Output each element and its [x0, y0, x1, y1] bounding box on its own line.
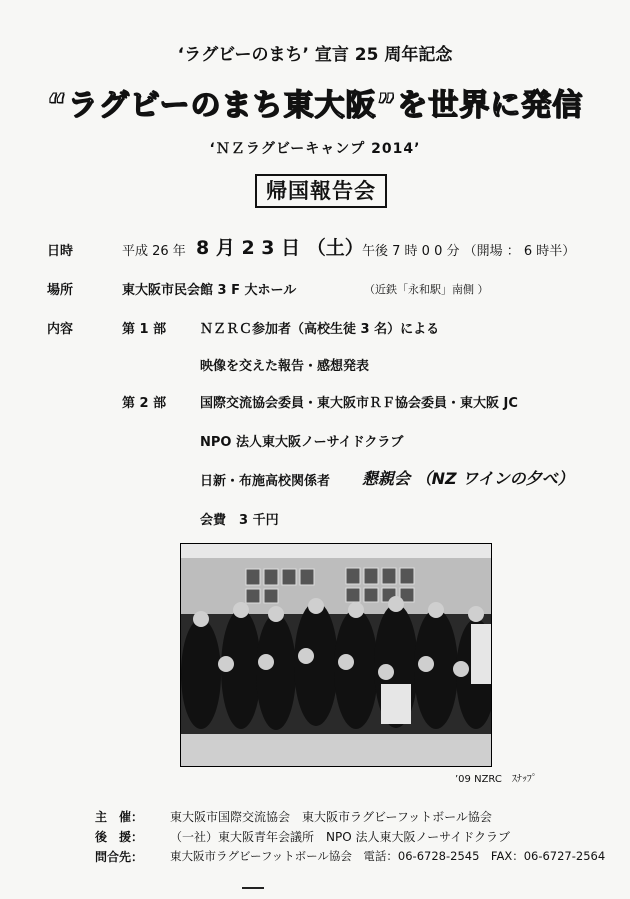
group-photo — [180, 543, 492, 767]
support-label: 後 援： — [95, 830, 144, 844]
place-note: （近鉄「永和駅」南側 ） — [364, 283, 489, 296]
contact-label: 問合先： — [95, 850, 144, 864]
date-time: 午後 7 時 0 0 分 （開場 ： 6 時半） — [362, 244, 576, 259]
part2-label: 第 2 部 — [122, 396, 167, 411]
part2-line2: NPO 法人東大阪ノーサイドクラブ — [200, 435, 404, 450]
place: 東大阪市民会館 3 F 大ホール — [122, 283, 297, 298]
contact: 東大阪市ラグビーフットボール協会 電話：06-6728-2545 FAX：06-6727-2564 — [170, 849, 606, 863]
main-title: “ラグビーのまち東大阪”を世界に発信 — [46, 88, 584, 123]
host: 東大阪市国際交流協会 東大阪市ラグビーフットボール協会 — [170, 810, 492, 824]
photo-caption: ’09 NZRC ｽﾅｯﾌﾟ — [455, 774, 537, 785]
fee: 会費 3 千円 — [200, 513, 279, 528]
part2-line1: 国際交流協会委員・東大阪市ＲＦ協会委員・東大阪 JC — [200, 396, 518, 411]
part1-line1: ＮＺＲＣ参加者（高校生徒 3 名）による — [200, 322, 440, 337]
date-label: 日時 — [47, 244, 74, 259]
part1-line2: 映像を交えた報告・感想発表 — [200, 359, 370, 374]
part1-label: 第 1 部 — [122, 322, 167, 337]
date-main: 8 月 2 3 日 （土） — [196, 237, 364, 259]
report-meeting-title: 帰国報告会 — [255, 174, 387, 208]
group-photo-image — [181, 544, 491, 766]
host-label: 主 催： — [95, 810, 144, 824]
party-title: 懇親会 （NZ ワインの夕べ） — [362, 469, 574, 488]
divider — [242, 887, 264, 889]
date-prefix: 平成 26 年 — [122, 244, 186, 259]
subtitle: ‘ラグビーのまち’ 宣言 25 周年記念 — [177, 45, 453, 65]
place-label: 場所 — [47, 283, 74, 298]
support: （一社）東大阪青年会議所 NPO 法人東大阪ノーサイドクラブ — [170, 830, 511, 844]
camp-title: ‘ＮＺラグビーキャンプ 2014’ — [209, 141, 421, 157]
part2-line3: 日新・布施高校関係者 — [200, 474, 331, 489]
content-label: 内容 — [47, 322, 74, 337]
